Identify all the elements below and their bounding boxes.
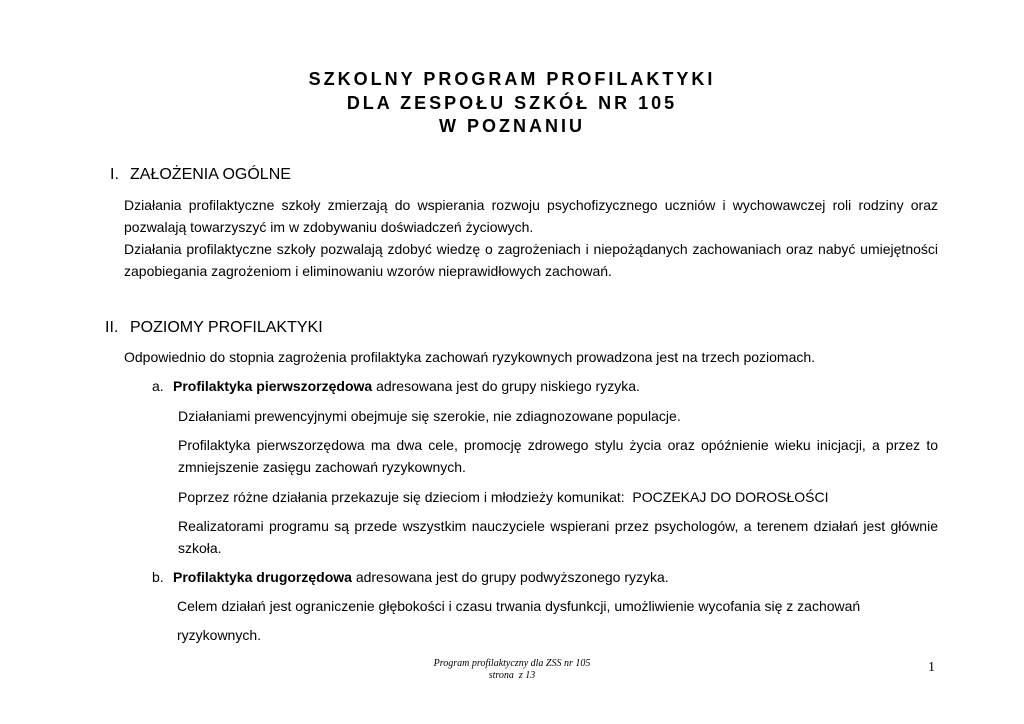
document-title-line-3: W POZNANIU (439, 116, 585, 136)
list-item-b (152, 566, 669, 588)
section-1-title: ZAŁOŻENIA OGÓLNE (130, 166, 291, 183)
footer-page-count: strona z 13 (488, 670, 536, 681)
footer-program-name: Program profilaktyczny dla ZSS nr 105 (433, 658, 591, 669)
document-title-line-1: SZKOLNY PROGRAM PROFILAKTYKI (308, 69, 716, 89)
section-2-title: POZIOMY PROFILAKTYKI (130, 319, 323, 336)
section-2-heading (105, 318, 323, 338)
list-item-a (152, 375, 640, 397)
page-number: 1 (928, 660, 935, 675)
item-a-paragraph-2: Profilaktyka pierwszorzędowa ma dwa cele, promocję zdrowego stylu życia oraz opóźnienie wieku inicjacji, a przez to zmniejszenie zasięgu zachowań ryzykownych. (178, 437, 938, 475)
item-a-paragraph-3: Poprzez różne działania przekazuje się dzieciom i młodzieży komunikat: POCZEKAJ DO DOROSŁOŚCI (178, 489, 829, 505)
list-item-a-bold: Profilaktyka pierwszorzędowa (173, 378, 373, 394)
list-item-b-text: adresowana jest do grupy podwyższonego ryzyka. (351, 569, 669, 585)
list-item-a-text: adresowana jest do grupy niskiego ryzyka. (372, 378, 640, 394)
section-1-paragraph-1: Działania profilaktyczne szkoły zmierzają do wspierania rozwoju psychofizycznego uczniów i wychowawczej roli rodziny oraz pozwalają towarzyszyć im w zdobywaniu doświadczeń życiowych. (124, 197, 938, 235)
document-title-line-2: DLA ZESPOŁU SZKÓŁ NR 105 (346, 93, 678, 113)
item-a-paragraph-4: Realizatorami programu są przede wszystkim nauczyciele wspierani przez psychologów, a terenem działań jest głównie szkoła. (178, 518, 938, 556)
section-2-intro: Odpowiednio do stopnia zagrożenia profilaktyka zachowań ryzykownych prowadzona jest na trzech poziomach. (124, 349, 816, 365)
section-2-number: II. (105, 319, 119, 336)
section-1-number: I. (110, 166, 119, 183)
section-1-heading (110, 165, 291, 185)
item-b-paragraph-2: ryzykownych. (177, 627, 262, 643)
section-1-paragraph-2: Działania profilaktyczne szkoły pozwalają zdobyć wiedzę o zagrożeniach i niepożądanych zachowaniach oraz nabyć umiejętności zapobiegania zagrożeniom i eliminowaniu wzorów nieprawidłowych zachowań. (124, 241, 938, 279)
item-a-paragraph-1: Działaniami prewencyjnymi obejmuje się szerokie, nie zdiagnozowane populacje. (178, 408, 681, 424)
list-item-b-letter: b. (152, 569, 164, 585)
item-b-paragraph-1: Celem działań jest ograniczenie głębokości i czasu trwania dysfunkcji, umożliwienie wycofania się z zachowań (177, 598, 861, 614)
list-item-b-bold: Profilaktyka drugorzędowa (173, 569, 352, 585)
list-item-a-letter: a. (152, 378, 164, 394)
